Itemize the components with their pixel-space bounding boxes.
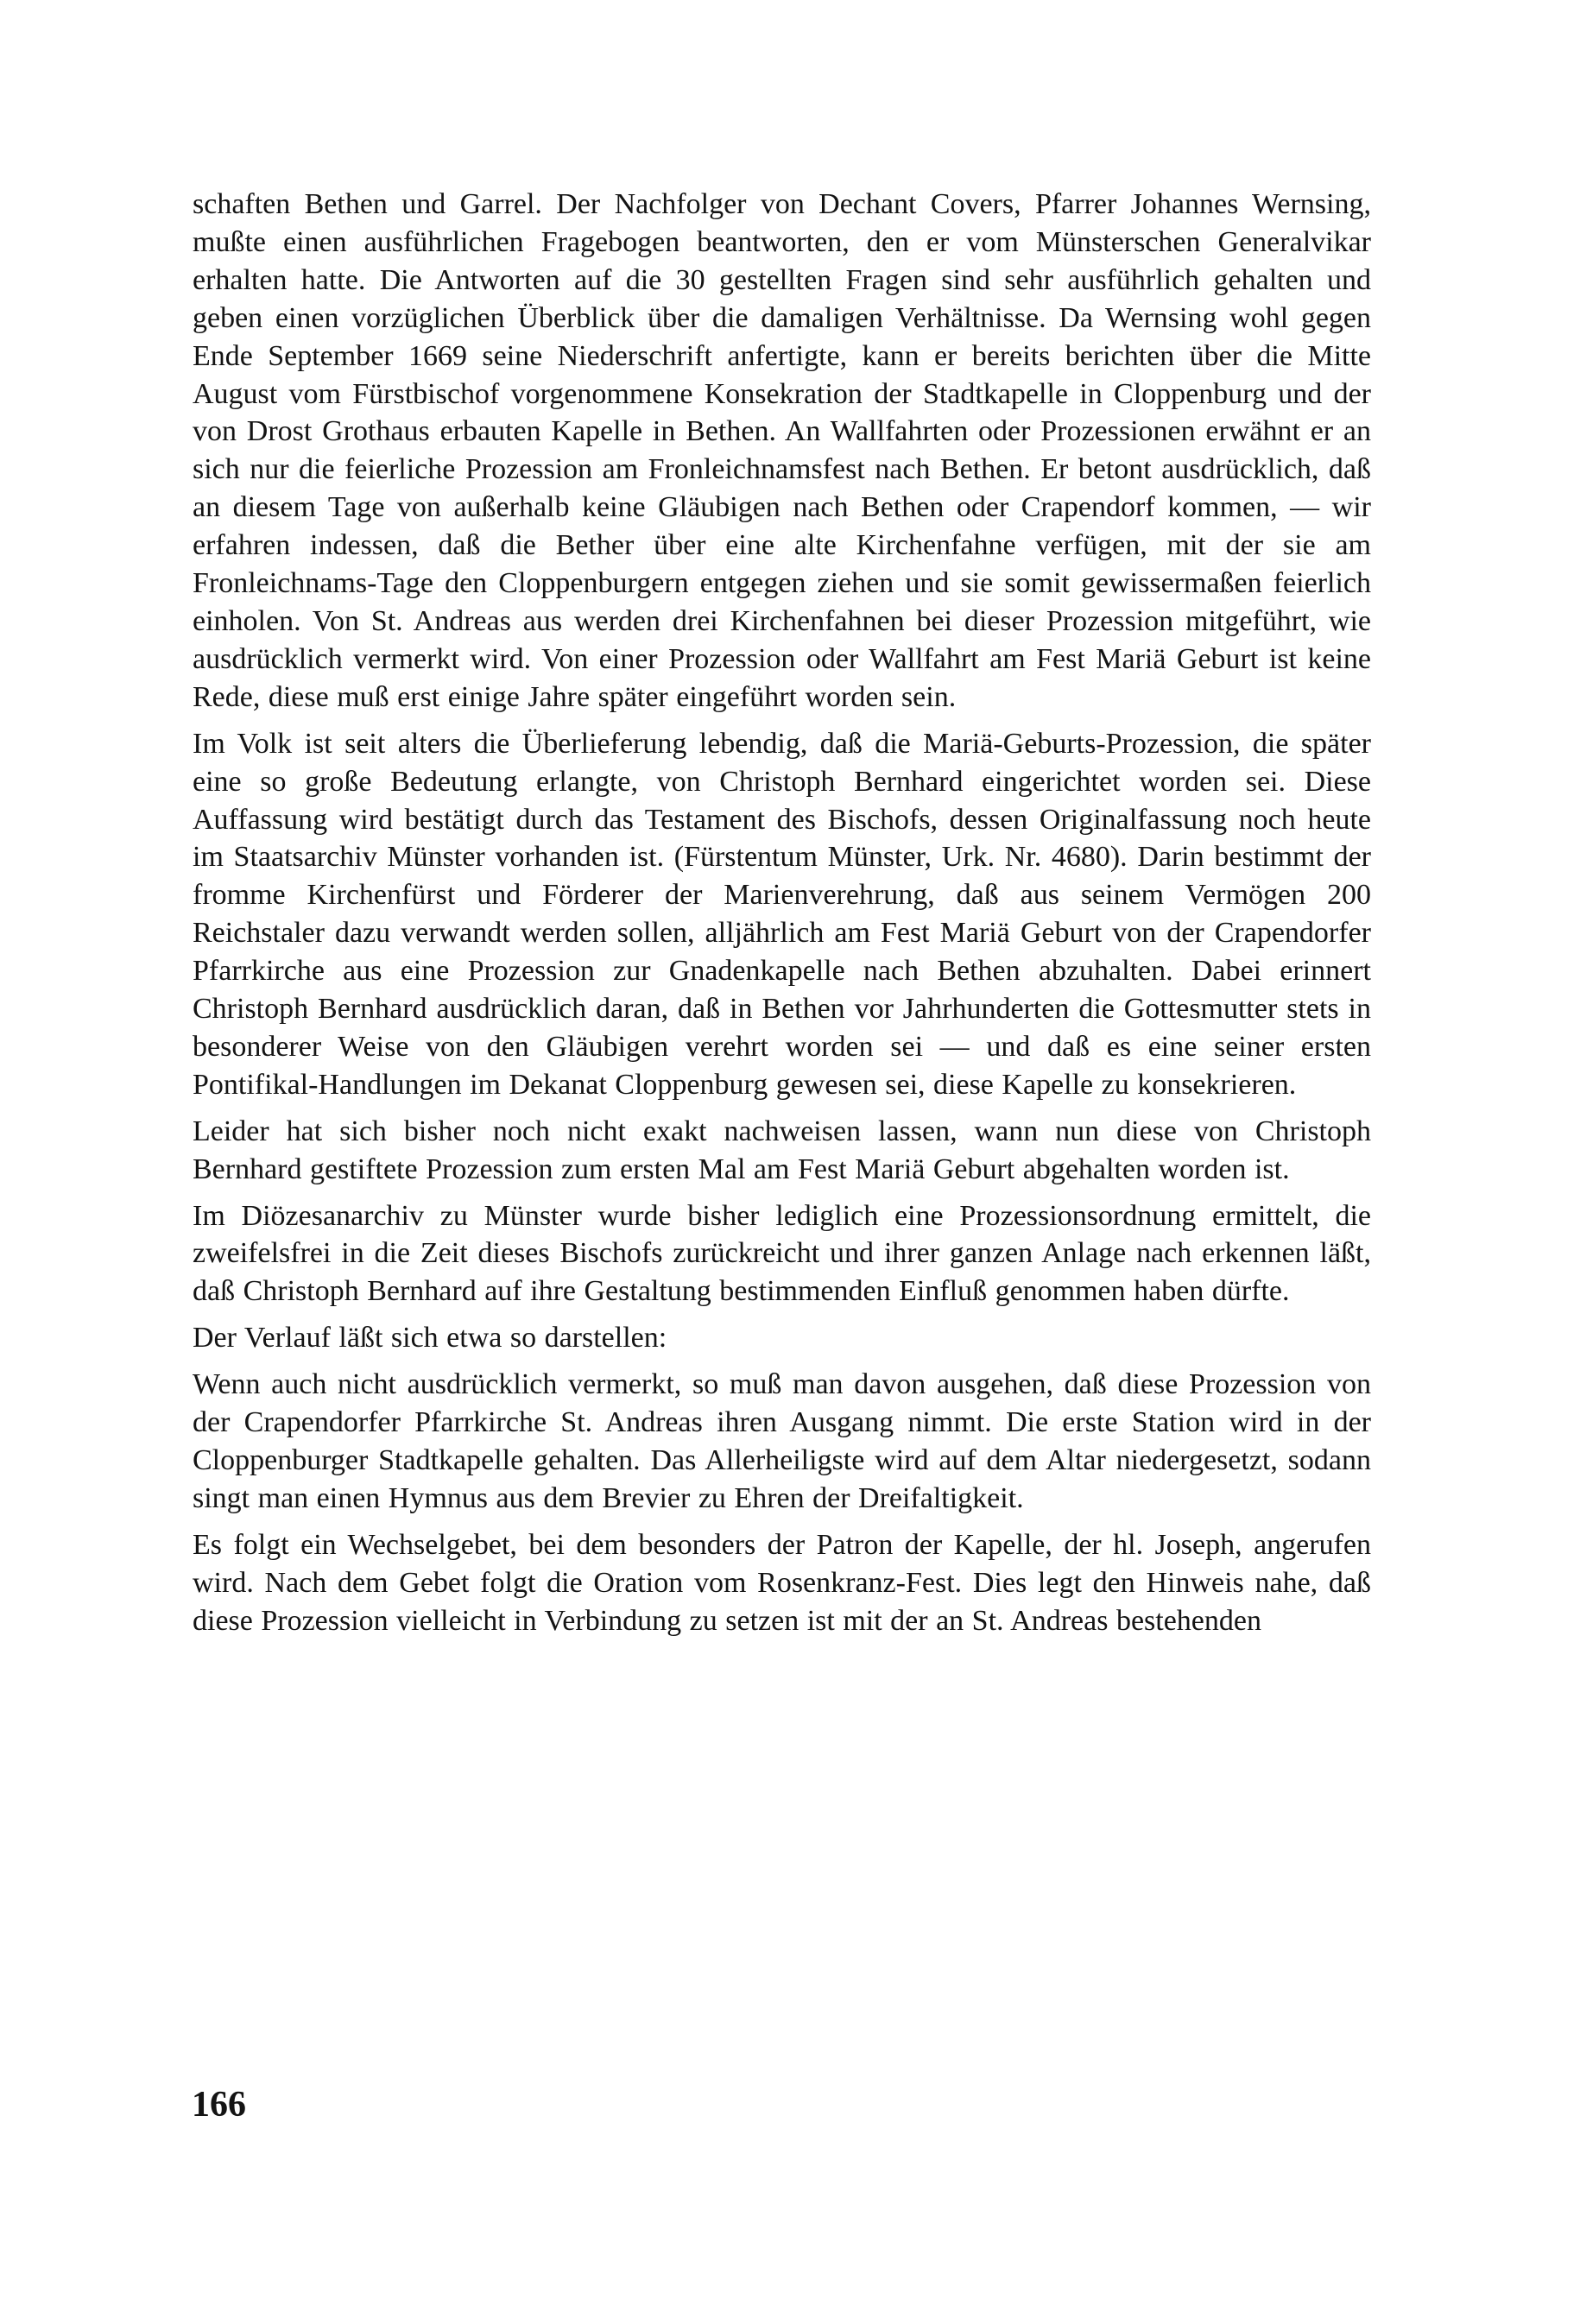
paragraph-2: Im Volk ist seit alters die Überlieferung lebendig, daß die Mariä-Geburts-Prozession, die später eine so große Bedeutung erlangte, von Christoph Bernhard eingerichtet worden sei. Diese Auffassung wird bestätigt durch das Testament des Bischofs, dessen Originalfassung noch heute im Staatsarchiv Münster vorhanden ist. (Fürstentum Münster, Urk. Nr. 4680). Darin bestimmt der fromme Kirchenfürst und Förderer der Marienverehrung, daß aus seinem Vermögen 200 Reichstaler dazu verwandt werden sollen, alljährlich am Fest Mariä Geburt von der Crapendorfer Pfarrkirche aus eine Prozession zur Gnadenkapelle nach Bethen abzuhalten. Dabei erinnert Christoph Bernhard ausdrücklich daran, daß in Bethen vor Jahrhunderten die Gottesmutter stets in besonderer Weise von den Gläubigen verehrt worden sei — und daß es eine seiner ersten Pontifikal-Handlungen im Dekanat Cloppenburg gewesen sei, diese Kapelle zu konsekrieren. (193, 727, 1371, 1101)
paragraph-4: Im Diözesanarchiv zu Münster wurde bisher lediglich eine Prozessionsordnung ermittelt, die zweifelsfrei in die Zeit dieses Bischofs zurückreicht und ihrer ganzen Anlage nach erkennen läßt, daß Christoph Bernhard auf ihre Gestaltung bestimmenden Einfluß genommen haben dürfte. (193, 1199, 1371, 1308)
paragraph-5: Der Verlauf läßt sich etwa so darstellen: (193, 1322, 667, 1355)
paragraph-3: Leider hat sich bisher noch nicht exakt nachweisen lassen, wann nun diese von Christoph Bernhard gestiftete Prozession zum ersten Mal am Fest Mariä Geburt abgehalten worden ist. (193, 1115, 1371, 1185)
page-number: 166 (192, 2085, 246, 2125)
paragraph-7: Es folgt ein Wechselgebet, bei dem besonders der Patron der Kapelle, der hl. Joseph, angerufen wird. Nach dem Gebet folgt die Oration vom Rosenkranz-Fest. Dies legt den Hinweis nahe, daß diese Prozession vielleicht in Verbindung zu setzen ist mit der an St. Andreas bestehenden (193, 1528, 1371, 1637)
paragraph-6: Wenn auch nicht ausdrücklich vermerkt, so muß man davon ausgehen, daß diese Prozession von der Crapendorfer Pfarrkirche St. Andreas ihren Ausgang nimmt. Die erste Station wird in der Cloppenburger Stadtkapelle gehalten. Das Allerheiligste wird auf dem Altar niedergesetzt, sodann singt man einen Hymnus aus dem Brevier zu Ehren der Dreifaltigkeit. (193, 1368, 1371, 1514)
body-text (193, 186, 1371, 1649)
paragraph-1: schaften Bethen und Garrel. Der Nachfolger von Dechant Covers, Pfarrer Johannes Wernsing, mußte einen ausführlichen Fragebogen beantworten, den er vom Münsterschen Generalvikar erhalten hatte. Die Antworten auf die 30 gestellten Fragen sind sehr ausführlich gehalten und geben einen vorzüglichen Überblick über die damaligen Verhältnisse. Da Wernsing wohl gegen Ende September 1669 seine Niederschrift anfertigte, kann er bereits berichten über die Mitte August vom Fürstbischof vorgenommene Konsekration der Stadtkapelle in Cloppenburg und der von Drost Grothaus erbauten Kapelle in Bethen. An Wallfahrten oder Prozessionen erwähnt er an sich nur die feierliche Prozession am Fronleichnamsfest nach Bethen. Er betont ausdrücklich, daß an diesem Tage von außerhalb keine Gläubigen nach Bethen oder Crapendorf kommen, — wir erfahren indessen, daß die Bether über eine alte Kirchenfahne verfügen, mit der sie am Fronleichnams-Tage den Cloppenburgern entgegen ziehen und sie somit gewissermaßen feierlich einholen. Von St. Andreas aus werden drei Kirchenfahnen bei dieser Prozession mitgeführt, wie ausdrücklich vermerkt wird. Von einer Prozession oder Wallfahrt am Fest Mariä Geburt ist keine Rede, diese muß erst einige Jahre später eingeführt worden sein. (193, 188, 1371, 713)
